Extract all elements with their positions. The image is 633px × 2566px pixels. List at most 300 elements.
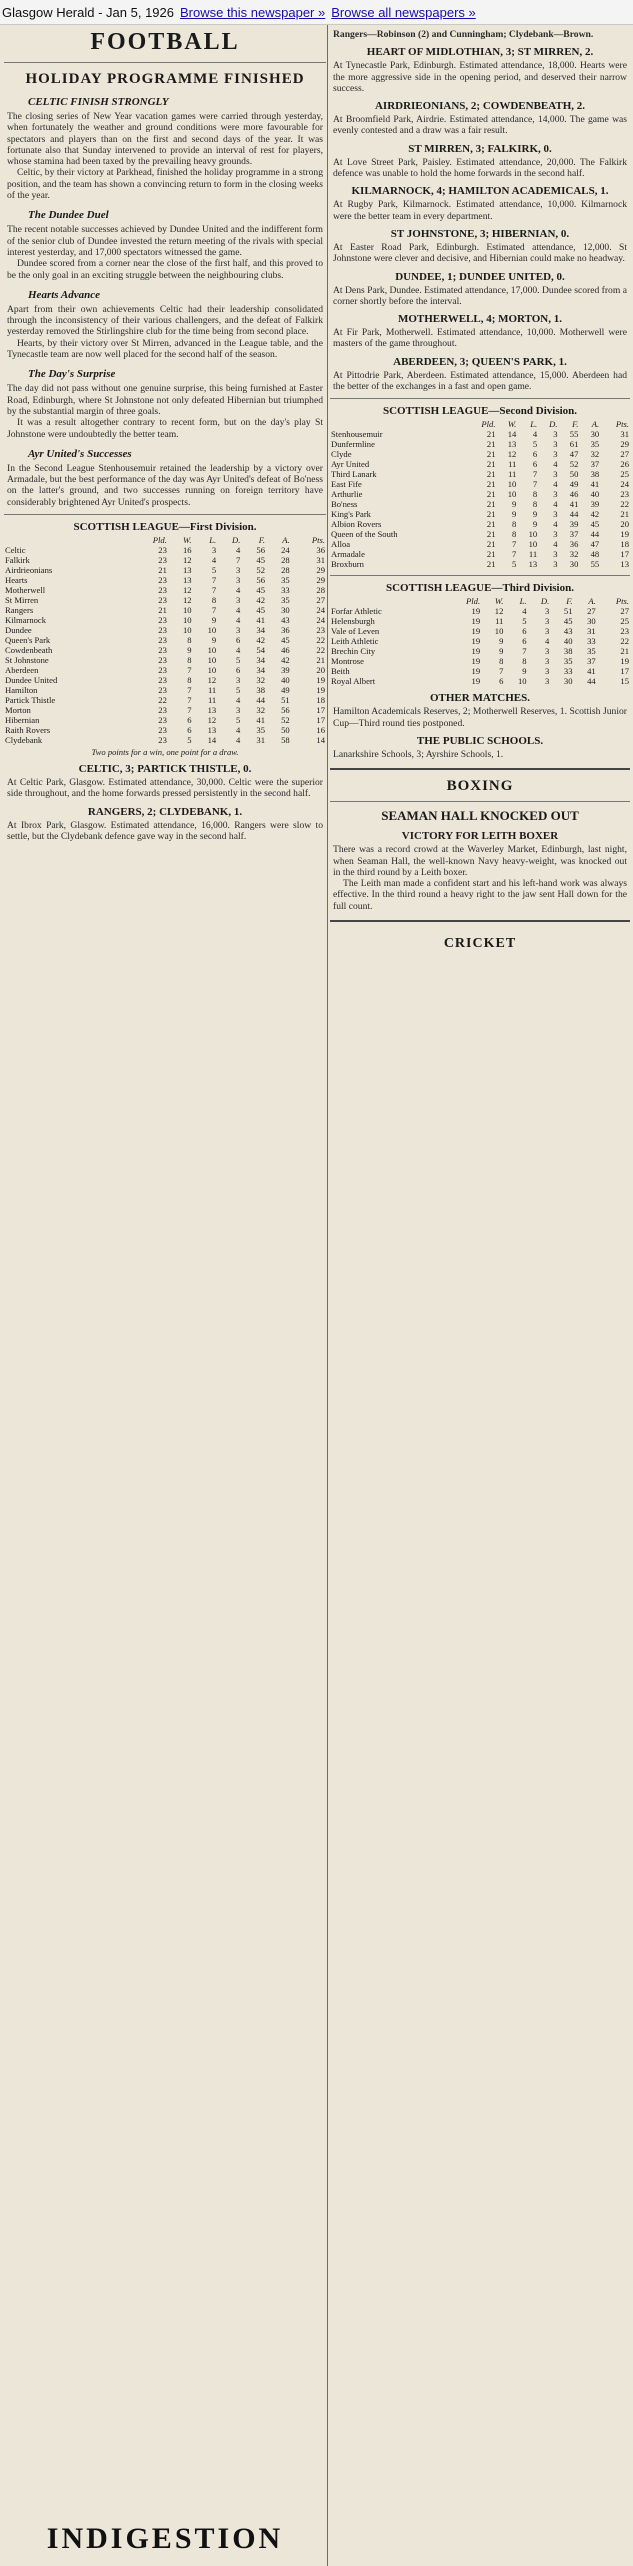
report-title: AIRDRIEONIANS, 2; COWDENBEATH, 2. — [374, 100, 586, 113]
table-cell: Alloa — [331, 539, 351, 550]
table-cell: 11 — [528, 549, 538, 560]
table-cell: 21 — [316, 655, 325, 666]
table-cell: 52 — [256, 565, 266, 576]
paragraph: Celtic, by their victory at Parkhead, finished the holiday programme in a strong position, and the team has shown a convincing return to form in the closing weeks of the year. — [7, 167, 323, 202]
table-cell: Leith Athletic — [331, 636, 379, 647]
table-cell: 10 — [182, 605, 192, 616]
table-cell: 19 — [316, 675, 325, 686]
table-cell: Armadale — [331, 549, 365, 560]
table-cell: 23 — [158, 725, 167, 736]
column-header: Pts. — [615, 596, 629, 607]
table-cell: 24 — [281, 545, 290, 556]
table-cell: 7 — [211, 575, 217, 586]
report-text: At Ibrox Park, Glasgow. Estimated attendance, 16,000. Rangers were slow to settle, but the Clydebank defence gave way in the second half. — [7, 819, 323, 842]
table-cell: 58 — [281, 735, 290, 746]
table-cell: 4 — [211, 555, 217, 566]
table-row — [4, 695, 326, 705]
table-row — [330, 459, 630, 469]
column-header: D. — [540, 596, 550, 607]
table-cell: 35 — [281, 595, 290, 606]
column-rule — [327, 25, 328, 2566]
table-row — [330, 636, 630, 646]
table-cell: 7 — [211, 605, 217, 616]
table-cell: 55 — [590, 559, 600, 570]
table-cell: 44 — [256, 695, 266, 706]
table-cell: 10 — [207, 645, 217, 656]
subhead-ayr: Ayr United's Successes — [28, 447, 132, 460]
table-cell: 14 — [507, 429, 517, 440]
table-cell: 9 — [532, 509, 538, 520]
table-cell: 11 — [207, 695, 217, 706]
table-cell: 38 — [256, 685, 266, 696]
table-cell: 13 — [207, 725, 217, 736]
table-cell: 4 — [553, 499, 558, 510]
table-cell: 21 — [158, 605, 167, 616]
table-cell: 23 — [158, 625, 167, 636]
paragraph: The day did not pass without one genuine surprise, this being furnished at Easter Road, Edinburgh, where St Johnstone not only defeated Hibernian but triumphed by the substantial margin of three goals. — [7, 383, 323, 417]
table-cell: 47 — [569, 449, 579, 460]
table-header-row — [330, 596, 630, 606]
table-cell: 19 — [471, 606, 481, 617]
table-cell: 9 — [512, 499, 517, 510]
table-row — [4, 625, 326, 635]
table-cell: 20 — [620, 519, 629, 530]
table-cell: 29 — [316, 565, 325, 576]
report-title: HEART OF MIDLOTHIAN, 3; ST MIRREN, 2. — [366, 46, 594, 59]
table-cell: 9 — [512, 509, 517, 520]
report-text: At Easter Road Park, Edinburgh. Estimated attendance, 12,000. St Johnstone were clever and decisive, and Hibernian could make no headway. — [333, 241, 627, 265]
table-cell: 8 — [522, 656, 527, 667]
column-header: Pts. — [311, 535, 325, 546]
table-cell: 43 — [281, 615, 290, 626]
table-cell: Broxburn — [331, 559, 364, 570]
table-cell: 5 — [512, 559, 517, 570]
table-cell: 6 — [187, 725, 192, 736]
table-cell: 47 — [590, 539, 600, 550]
table-cell: 30 — [587, 616, 596, 627]
browse-all-link[interactable]: Browse all newspapers » — [331, 4, 476, 20]
table-cell: 41 — [587, 666, 596, 677]
table-row — [330, 549, 630, 559]
table-cell: 45 — [256, 555, 266, 566]
table-cell: 9 — [499, 646, 504, 657]
table-cell: 21 — [486, 439, 496, 450]
table-cell: 37 — [590, 459, 600, 470]
table-cell: Montrose — [331, 656, 364, 667]
column-header — [4, 535, 130, 545]
table-cell: 24 — [316, 605, 325, 616]
table-cell: 4 — [236, 615, 241, 626]
report-title: ABERDEEN, 3; QUEEN'S PARK, 1. — [393, 355, 567, 368]
table-cell: 4 — [553, 539, 558, 550]
table-cell: 12 — [182, 595, 192, 606]
table-cell: St Johnstone — [5, 655, 49, 666]
table-cell: 19 — [471, 636, 481, 647]
table-row — [330, 519, 630, 529]
table-cell: 3 — [553, 489, 558, 500]
table-row — [4, 615, 326, 625]
table-cell: 7 — [236, 555, 241, 566]
report-title: DUNDEE, 1; DUNDEE UNITED, 0. — [395, 270, 565, 283]
table-cell: 17 — [316, 705, 325, 716]
report-title: ST MIRREN, 3; FALKIRK, 0. — [408, 142, 552, 155]
table-cell: 23 — [158, 735, 167, 746]
table-cell: 37 — [587, 656, 596, 667]
table-cell: 8 — [187, 635, 192, 646]
table-cell: Stenhousemuir — [331, 429, 383, 440]
report-text: At Celtic Park, Glasgow. Estimated attendance, 30,000. Celtic were the superior side throughout, and the home forwards pressed persistently in the second half. — [7, 777, 323, 800]
table-cell: 22 — [316, 635, 325, 646]
table-cell: 35 — [587, 646, 596, 657]
table-row — [4, 655, 326, 665]
table-cell: 39 — [590, 499, 600, 510]
table-cell: 40 — [281, 675, 290, 686]
table-cell: 4 — [236, 605, 241, 616]
table-cell: 32 — [569, 549, 579, 560]
table-cell: 9 — [499, 636, 504, 647]
table-cell: 41 — [256, 715, 266, 726]
table-cell: 50 — [281, 725, 290, 736]
newspaper-page — [0, 25, 633, 2566]
report-title: ST JOHNSTONE, 3; HIBERNIAN, 0. — [390, 227, 570, 240]
paragraph: Hamilton Academicals Reserves, 2; Motherwell Reserves, 1. Scottish Junior Cup—Third round ties postponed. — [333, 706, 627, 729]
table-cell: Hamilton — [5, 685, 38, 696]
table-cell: 9 — [211, 635, 217, 646]
table-cell: 42 — [256, 635, 266, 646]
table-cell: 49 — [281, 685, 290, 696]
table-cell: 8 — [499, 656, 504, 667]
table-cell: 33 — [281, 585, 290, 596]
table-cell: 19 — [471, 646, 481, 657]
divider — [330, 920, 630, 922]
league-table-third — [330, 596, 630, 686]
table-cell: 11 — [495, 616, 504, 627]
table-cell: 23 — [620, 489, 629, 500]
table-cell: 9 — [211, 615, 217, 626]
table-cell: 21 — [486, 429, 496, 440]
table-cell: 13 — [620, 559, 629, 570]
paragraph: The Leith man made a confident start and his left-hand work was always effective. In the third round a heavy right to the jaw sent Hall down for the full count. — [333, 878, 627, 912]
table-cell: 31 — [316, 555, 325, 566]
table-cell: 30 — [281, 605, 290, 616]
table-cell: Dunfermline — [331, 439, 375, 450]
table-cell: 21 — [486, 469, 496, 480]
paragraph: Apart from their own achievements Celtic had their leadership consolidated through the inconsistency of their various challengers, and the defeat of Falkirk yesterday removed the Stirlingshire club for the time being from second place. — [7, 303, 323, 338]
table-cell: 38 — [563, 646, 573, 657]
table-row — [330, 479, 630, 489]
table-cell: 37 — [569, 529, 579, 540]
table-cell: 28 — [281, 565, 290, 576]
table-cell: 3 — [553, 549, 558, 560]
table-cell: 44 — [569, 509, 579, 520]
paragraph: There was a record crowd at the Waverley Market, Edinburgh, last night, when Seaman Hall, the well-known Navy heavy-weight, was knocked out in the third round by a Leith boxer. — [333, 844, 627, 878]
table-cell: Morton — [5, 705, 31, 716]
table-cell: 23 — [158, 635, 167, 646]
table-cell: 45 — [256, 585, 266, 596]
table-cell: 4 — [236, 645, 241, 656]
table-cell: 4 — [236, 585, 241, 596]
table-cell: 27 — [620, 449, 629, 460]
table-cell: Dundee — [5, 625, 32, 636]
table-cell: 12 — [182, 585, 192, 596]
table-cell: Hearts — [5, 575, 28, 586]
schools-title: THE PUBLIC SCHOOLS. — [416, 734, 544, 747]
table-cell: 7 — [522, 646, 527, 657]
table-cell: 19 — [471, 626, 481, 637]
paragraph: Lanarkshire Schools, 3; Ayrshire Schools, 1. — [333, 748, 504, 760]
table-row — [330, 439, 630, 449]
table-cell: 11 — [508, 459, 517, 470]
table-cell: 30 — [590, 429, 600, 440]
table-row — [4, 595, 326, 605]
table-header-row — [330, 419, 630, 429]
table-cell: 5 — [236, 655, 241, 666]
table-cell: Queen of the South — [331, 529, 398, 540]
table-row — [4, 705, 326, 715]
table-cell: 35 — [256, 725, 266, 736]
table-cell: 27 — [587, 606, 596, 617]
table-cell: 15 — [620, 676, 629, 687]
table-cell: 18 — [620, 539, 629, 550]
table-cell: 4 — [236, 735, 241, 746]
table-cell: Brechin City — [331, 646, 376, 657]
table-cell: 40 — [590, 489, 600, 500]
table-cell: 3 — [544, 666, 550, 677]
table-cell: 52 — [569, 459, 579, 470]
table-cell: 29 — [620, 439, 629, 450]
table-cell: 21 — [486, 499, 496, 510]
browse-issue-link[interactable]: Browse this newspaper » — [179, 4, 326, 20]
table-row — [330, 676, 630, 686]
divider — [330, 768, 630, 770]
table-cell: 10 — [182, 625, 192, 636]
table-cell: 27 — [316, 595, 325, 606]
table-cell: 3 — [544, 616, 550, 627]
table-cell: 39 — [569, 519, 579, 530]
table-cell: 7 — [211, 585, 217, 596]
table-cell: 3 — [544, 676, 550, 687]
table-cell: 5 — [187, 735, 192, 746]
table-cell: 19 — [620, 656, 629, 667]
table-cell: 49 — [569, 479, 579, 490]
table-cell: 35 — [281, 575, 290, 586]
table-cell: 21 — [486, 519, 496, 530]
table-cell: 32 — [256, 675, 266, 686]
table-cell: 23 — [158, 655, 167, 666]
table-cell: St Mirren — [5, 595, 39, 606]
table-cell: Dundee United — [5, 675, 58, 686]
table-cell: Clydebank — [5, 735, 43, 746]
table-cell: 22 — [620, 636, 629, 647]
column-header: A. — [282, 535, 290, 546]
table-cell: 21 — [620, 509, 629, 520]
table-cell: 7 — [512, 549, 517, 560]
table-cell: 21 — [486, 489, 496, 500]
table-cell: 3 — [544, 656, 550, 667]
table-row — [4, 725, 326, 735]
table-row — [4, 715, 326, 725]
table-row — [330, 606, 630, 616]
column-header: W. — [494, 596, 504, 607]
table-cell: 30 — [563, 676, 573, 687]
table-cell: 21 — [486, 509, 496, 520]
table-cell: 45 — [281, 635, 290, 646]
left-column — [4, 25, 326, 2566]
table-row — [4, 565, 326, 575]
table-cell: 12 — [207, 675, 217, 686]
column-header: F. — [572, 419, 579, 430]
table-cell: 12 — [507, 449, 517, 460]
table-cell: 7 — [187, 685, 192, 696]
table-cell: 12 — [494, 606, 504, 617]
table-cell: 21 — [486, 549, 496, 560]
table-row — [4, 735, 326, 745]
report-title: RANGERS, 2; CLYDEBANK, 1. — [87, 805, 243, 818]
divider — [330, 575, 630, 576]
table-cell: 4 — [522, 606, 527, 617]
table-cell: 25 — [620, 469, 629, 480]
table-cell: 6 — [187, 715, 192, 726]
table-cell: 7 — [187, 665, 192, 676]
table-cell: 23 — [158, 675, 167, 686]
table-cell: 46 — [281, 645, 290, 656]
table-cell: 4 — [553, 479, 558, 490]
table-cell: 4 — [553, 519, 558, 530]
table-cell: 24 — [316, 615, 325, 626]
table-row — [4, 665, 326, 675]
table-cell: 44 — [590, 529, 600, 540]
table-cell: 11 — [508, 469, 517, 480]
table-cell: 33 — [587, 636, 596, 647]
table-cell: 9 — [522, 666, 527, 677]
report-text: At Tynecastle Park, Edinburgh. Estimated attendance, 18,000. Hearts were the more aggressive side in the opening period, and deserved their narrow success. — [333, 60, 627, 94]
table-cell: 54 — [256, 645, 266, 656]
table-cell: 10 — [517, 676, 527, 687]
table-row — [330, 666, 630, 676]
table-cell: 17 — [620, 549, 629, 560]
table-cell: 8 — [211, 595, 217, 606]
table-cell: 3 — [553, 529, 558, 540]
table-cell: 23 — [158, 575, 167, 586]
table-cell: 10 — [528, 529, 538, 540]
table-cell: 28 — [281, 555, 290, 566]
table-cell: Royal Albert — [331, 676, 376, 687]
table-cell: 23 — [158, 595, 167, 606]
headline: HOLIDAY PROGRAMME FINISHED — [25, 71, 305, 87]
table-cell: 61 — [569, 439, 579, 450]
table-note: Two points for a win, one point for a draw. — [91, 747, 239, 758]
league-table-title: SCOTTISH LEAGUE—Third Division. — [386, 582, 574, 595]
table-cell: 3 — [544, 626, 550, 637]
table-cell: 19 — [471, 656, 481, 667]
table-cell: 21 — [486, 539, 496, 550]
table-cell: 8 — [532, 499, 538, 510]
report-text: At Broomfield Park, Airdrie. Estimated attendance, 14,000. The game was evenly contested and a draw was a fair result. — [333, 114, 627, 137]
table-row — [4, 545, 326, 555]
table-cell: 19 — [316, 685, 325, 696]
table-cell: 50 — [569, 469, 579, 480]
column-header — [330, 596, 446, 606]
table-cell: 29 — [316, 575, 325, 586]
table-cell: 26 — [620, 459, 629, 470]
table-cell: 10 — [507, 479, 517, 490]
table-cell: Cowdenbeath — [5, 645, 53, 656]
table-cell: 33 — [563, 666, 573, 677]
table-row — [330, 429, 630, 439]
table-cell: 40 — [563, 636, 573, 647]
report-title: CELTIC, 3; PARTICK THISTLE, 0. — [78, 763, 252, 776]
table-cell: 17 — [620, 666, 629, 677]
table-cell: 17 — [316, 715, 325, 726]
table-cell: Arthurlie — [331, 489, 363, 500]
paragraph: Hearts, by their victory over St Mirren, advanced in the League table, and the Tynecastle team are now well placed for the second half of the season. — [7, 337, 323, 361]
table-cell: 10 — [207, 665, 217, 676]
table-cell: 12 — [207, 715, 217, 726]
table-cell: 12 — [182, 555, 192, 566]
table-cell: Rangers — [5, 605, 34, 616]
table-cell: 3 — [236, 575, 241, 586]
table-cell: Raith Rovers — [5, 725, 51, 736]
table-cell: 4 — [236, 695, 241, 706]
table-cell: 45 — [563, 616, 573, 627]
table-cell: 7 — [499, 666, 504, 677]
table-cell: 6 — [236, 665, 241, 676]
table-cell: 56 — [256, 575, 266, 586]
report-text: At Pittodrie Park, Aberdeen. Estimated attendance, 15,000. Aberdeen had the better of the exchanges in a fast and open game. — [333, 369, 627, 393]
table-cell: Motherwell — [5, 585, 46, 596]
table-header-row — [4, 535, 326, 545]
league-table-title: SCOTTISH LEAGUE—First Division. — [73, 521, 257, 534]
table-cell: 7 — [187, 705, 192, 716]
table-cell: 5 — [236, 715, 241, 726]
table-cell: 3 — [553, 439, 558, 450]
table-cell: 4 — [532, 429, 538, 440]
table-cell: 21 — [158, 565, 167, 576]
table-cell: 23 — [158, 615, 167, 626]
table-row — [330, 656, 630, 666]
table-cell: 13 — [207, 705, 217, 716]
table-cell: 21 — [486, 559, 496, 570]
paragraph: It was a result altogether contrary to recent form, but on the day's play St Johnstone were undoubtedly the better team. — [7, 417, 323, 440]
table-cell: 3 — [553, 469, 558, 480]
table-cell: Ayr United — [331, 459, 370, 470]
league-table-second — [330, 419, 630, 569]
table-cell: 25 — [620, 616, 629, 627]
table-cell: Clyde — [331, 449, 352, 460]
table-cell: 23 — [158, 545, 167, 556]
table-row — [330, 626, 630, 636]
table-row — [330, 489, 630, 499]
table-cell: 3 — [544, 646, 550, 657]
table-cell: 7 — [532, 479, 538, 490]
paragraph: Dundee scored from a corner near the close of the first half, and this proved to be the only goal in an exciting struggle between the neighbouring clubs. — [7, 258, 323, 281]
right-column — [330, 25, 630, 2566]
table-cell: 8 — [512, 529, 517, 540]
boxing-subhead: VICTORY FOR LEITH BOXER — [401, 830, 559, 843]
table-row — [330, 539, 630, 549]
table-cell: 41 — [569, 499, 579, 510]
table-cell: 3 — [236, 625, 241, 636]
table-cell: 41 — [590, 479, 600, 490]
divider — [4, 514, 326, 515]
table-cell: 10 — [207, 625, 217, 636]
paragraph: The recent notable successes achieved by Dundee United and the indifferent form of the senior club of Dundee invested the return meeting of the rivals with special interest yesterday, and 17,000 spectators witnessed the game. — [7, 224, 323, 258]
table-row — [4, 605, 326, 615]
table-cell: 3 — [236, 565, 241, 576]
table-cell: 14 — [207, 735, 217, 746]
table-cell: 19 — [471, 616, 481, 627]
league-table-first — [4, 535, 326, 745]
